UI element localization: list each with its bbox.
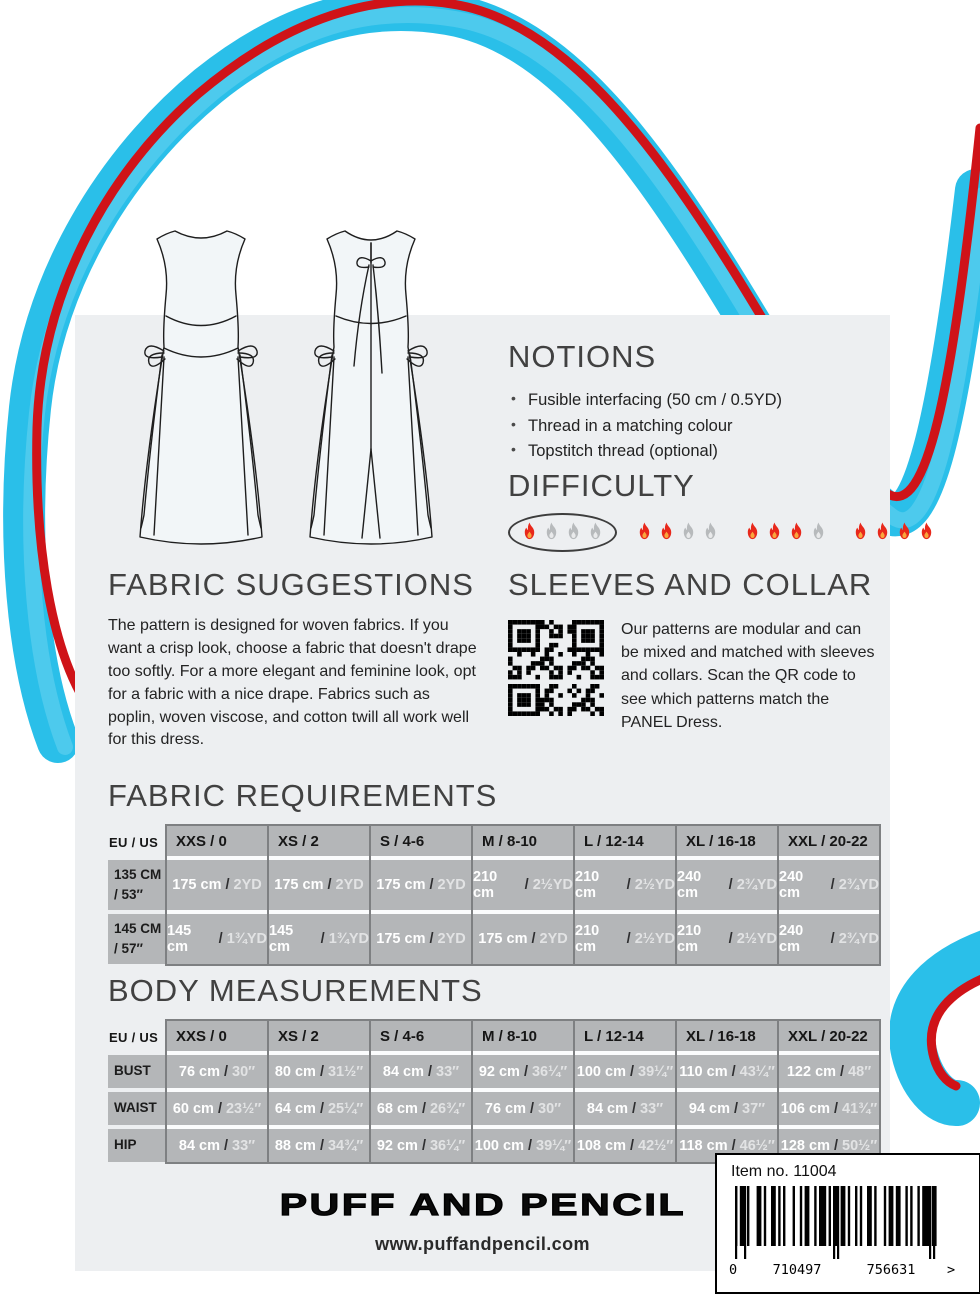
measurement-cell: 240 cm / 2¾YD — [677, 860, 777, 910]
measurement-cell: 175 cm / 2YD — [167, 860, 267, 910]
size-column-header: XXL / 20-22 — [779, 1021, 879, 1051]
measurement-cell: 210 cm / 2½YD — [473, 860, 573, 910]
measurement-cell: 92 cm / 36¼″ — [371, 1129, 471, 1162]
fabric-requirements-title: FABRIC REQUIREMENTS — [108, 778, 498, 813]
notions-list — [508, 388, 782, 465]
measurement-cell: 76 cm / 30″ — [167, 1055, 267, 1088]
measurement-cell: 100 cm / 39¼″ — [575, 1055, 675, 1088]
measurement-cell: 88 cm / 34¾″ — [269, 1129, 369, 1162]
measurement-cell: 175 cm / 2YD — [371, 914, 471, 964]
measurement-cell: 145 cm / 1¾YD — [269, 914, 369, 964]
difficulty-section — [508, 468, 941, 552]
barcode-digit-end: > — [947, 1262, 956, 1278]
measurement-cell: 60 cm / 23½″ — [167, 1092, 267, 1125]
sleeves-collar-title: SLEEVES AND COLLAR — [508, 567, 873, 602]
measurement-cell: 210 cm / 2½YD — [575, 860, 675, 910]
dress-back-illustration — [310, 231, 432, 544]
measurement-cell: 94 cm / 37″ — [677, 1092, 777, 1125]
measurement-cell: 110 cm / 43¼″ — [677, 1055, 777, 1088]
measurement-cell: 122 cm / 48″ — [779, 1055, 879, 1088]
size-column-header: XS / 2 — [269, 826, 369, 856]
fabric-requirements-section — [108, 778, 881, 966]
measurement-cell: 100 cm / 39¼″ — [473, 1129, 573, 1162]
item-number-box — [715, 1153, 980, 1294]
brand-logo: PUFF AND PENCIL — [279, 1187, 686, 1222]
difficulty-level-1-selected — [508, 513, 617, 552]
size-column-header: M / 8-10 — [473, 826, 573, 856]
sleeves-collar-section — [508, 567, 888, 734]
size-column-header: XXL / 20-22 — [779, 826, 879, 856]
difficulty-title: DIFFICULTY — [508, 468, 695, 503]
body-measurements-title: BODY MEASUREMENTS — [108, 973, 483, 1008]
measurement-cell: 175 cm / 2YD — [473, 914, 573, 964]
measurement-cell: 128 cm / 50½″ — [779, 1129, 879, 1162]
measurement-cell: 64 cm / 25¼″ — [269, 1092, 369, 1125]
notions-title: NOTIONS — [508, 339, 657, 374]
fabric-requirements-table — [108, 824, 881, 966]
qr-code — [508, 620, 604, 716]
measurement-cell: 175 cm / 2YD — [371, 860, 471, 910]
measurement-cell: 68 cm / 26¾″ — [371, 1092, 471, 1125]
notion-item: • Thread in a matching colour — [508, 414, 782, 440]
size-column-header: XL / 16-18 — [677, 1021, 777, 1051]
dress-technical-drawings — [105, 213, 457, 658]
measurement-cell: 106 cm / 41¾″ — [779, 1092, 879, 1125]
fabric-suggestions-text: The pattern is designed for woven fabrics. If you want a crisp look, choose a fabric that doesn't drape too softly. For a more elegant and feminine look, opt for a fabric with a nice drape. Fabrics such as poplin, woven viscose, and cotton twill all work well for this dress. — [108, 617, 477, 749]
measurement-cell: 210 cm / 2½YD — [575, 914, 675, 964]
size-column-header: S / 4-6 — [371, 826, 471, 856]
measurement-cell: 76 cm / 30″ — [473, 1092, 573, 1125]
measurement-cell: 240 cm / 2¾YD — [779, 860, 879, 910]
barcode-digit-group2: 756631 — [866, 1262, 916, 1278]
measurement-cell: 240 cm / 2¾YD — [779, 914, 879, 964]
notion-item: • Fusible interfacing (50 cm / 0.5YD) — [508, 388, 782, 414]
size-column-header: XL / 16-18 — [677, 826, 777, 856]
measurement-cell: 80 cm / 31½″ — [269, 1055, 369, 1088]
measurement-cell: 84 cm / 33″ — [371, 1055, 471, 1088]
row-label: WAIST — [108, 1092, 165, 1125]
measurement-cell: 118 cm / 46½″ — [677, 1129, 777, 1162]
row-label: BUST — [108, 1055, 165, 1088]
table-corner-label: EU / US — [109, 835, 159, 850]
item-number: Item no. 11004 — [731, 1163, 837, 1180]
fabric-suggestions-title: FABRIC SUGGESTIONS — [108, 567, 474, 602]
barcode-bars — [731, 1186, 943, 1262]
notion-item: • Topstitch thread (optional) — [508, 439, 782, 465]
size-column-header: S / 4-6 — [371, 1021, 471, 1051]
difficulty-level-2 — [630, 516, 725, 549]
sleeves-collar-text: Our patterns are modular and can be mixed and matched with sleeves and collars. Scan the QR code to see which patterns match the PANEL Dress. — [621, 621, 875, 731]
measurement-cell: 84 cm / 33″ — [167, 1129, 267, 1162]
size-column-header: L / 12-14 — [575, 1021, 675, 1051]
brand-website: www.puffandpencil.com — [375, 1234, 590, 1254]
body-measurements-table — [108, 1019, 881, 1164]
difficulty-level-3 — [738, 516, 833, 549]
size-column-header: M / 8-10 — [473, 1021, 573, 1051]
notions-section — [508, 339, 782, 465]
measurement-cell: 84 cm / 33″ — [575, 1092, 675, 1125]
difficulty-level-4 — [846, 516, 941, 549]
size-column-header: L / 12-14 — [575, 826, 675, 856]
barcode-digit-left: 0 — [729, 1262, 738, 1278]
measurement-cell: 175 cm / 2YD — [269, 860, 369, 910]
body-measurements-section — [108, 973, 881, 1164]
row-label: 145 CM / 57″ — [108, 914, 165, 964]
size-column-header: XXS / 0 — [167, 826, 267, 856]
row-label: 135 CM / 53″ — [108, 860, 165, 910]
table-corner-label: EU / US — [109, 1030, 159, 1045]
measurement-cell: 145 cm / 1¾YD — [167, 914, 267, 964]
difficulty-scale — [508, 513, 941, 552]
row-label: HIP — [108, 1129, 165, 1162]
size-column-header: XXS / 0 — [167, 1021, 267, 1051]
dress-front-illustration — [140, 231, 262, 544]
measurement-cell: 92 cm / 36¼″ — [473, 1055, 573, 1088]
barcode — [731, 1186, 963, 1282]
measurement-cell: 210 cm / 2½YD — [677, 914, 777, 964]
barcode-digit-group1: 710497 — [772, 1262, 822, 1278]
measurement-cell: 108 cm / 42½″ — [575, 1129, 675, 1162]
size-column-header: XS / 2 — [269, 1021, 369, 1051]
